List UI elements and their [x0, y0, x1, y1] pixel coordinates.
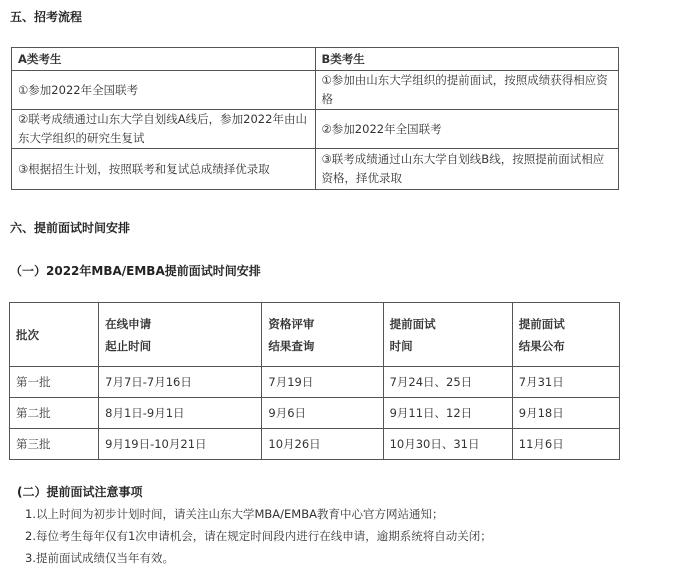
header-cell-application — [99, 303, 262, 367]
table-row — [12, 149, 619, 190]
header-line: 提前面试 — [518, 316, 565, 331]
table-cell: 9月19日-10月21日 — [99, 429, 262, 460]
table-cell: 11月6日 — [512, 429, 619, 460]
interview-schedule-table — [9, 302, 620, 460]
table-header-row — [10, 303, 620, 367]
section5-title: 五、招考流程 — [10, 10, 83, 24]
header-line: 在线申请 — [105, 316, 152, 331]
header-cell-batch — [10, 303, 99, 367]
table-cell: ③根据招生计划，按照联考和复试总成绩择优录取 — [12, 149, 316, 190]
table-cell: ②参加2022年全国联考 — [315, 110, 619, 149]
table-cell: 第三批 — [10, 429, 99, 460]
header-line: 结果查询 — [268, 338, 315, 353]
header-line: 起止时间 — [105, 338, 152, 353]
table-cell: 9月6日 — [262, 398, 383, 429]
table-cell: 第二批 — [10, 398, 99, 429]
table-cell: 9月11日、12日 — [383, 398, 512, 429]
admission-process-table — [11, 47, 619, 190]
table-cell: 7月19日 — [262, 367, 383, 398]
header-cell-a: A类考生 — [12, 48, 316, 71]
interview-notes-title: (二）提前面试注意事项 — [17, 485, 143, 499]
table-row — [10, 429, 620, 460]
interview-schedule-title: （一）2022年MBA/EMBA提前面试时间安排 — [10, 264, 261, 278]
header-line: 结果公布 — [518, 338, 565, 353]
table-cell: 7月7日-7月16日 — [99, 367, 262, 398]
note-item: 2.每位考生每年仅有1次申请机会，请在规定时间段内进行在线申请，逾期系统将自动关闭； — [25, 529, 492, 543]
table-cell: ①参加2022年全国联考 — [12, 71, 316, 110]
table-cell: ③联考成绩通过山东大学自划线B线，按照提前面试相应资格，择优录取 — [315, 149, 619, 190]
section6-title: 六、提前面试时间安排 — [10, 221, 131, 235]
table-row — [10, 398, 620, 429]
table-row — [12, 110, 619, 149]
table-row — [12, 71, 619, 110]
table-cell: ①参加由山东大学组织的提前面试，按照成绩获得相应资格 — [315, 71, 619, 110]
table-cell: 第一批 — [10, 367, 99, 398]
header-line: 提前面试 — [389, 316, 436, 331]
header-cell-interview-time — [383, 303, 512, 367]
table-cell: 8月1日-9月1日 — [99, 398, 262, 429]
table-cell: 7月24日、25日 — [383, 367, 512, 398]
table-cell: 7月31日 — [512, 367, 619, 398]
header-line: 批次 — [16, 327, 39, 342]
note-item: 3.提前面试成绩仅当年有效。 — [25, 551, 174, 565]
table-header-row — [12, 48, 619, 71]
header-cell-result — [512, 303, 619, 367]
table-cell: 9月18日 — [512, 398, 619, 429]
header-line: 时间 — [389, 338, 413, 353]
table-cell: ②联考成绩通过山东大学自划线A线后，参加2022年由山东大学组织的研究生复试 — [12, 110, 316, 149]
header-cell-review — [262, 303, 383, 367]
table-cell: 10月26日 — [262, 429, 383, 460]
table-row — [10, 367, 620, 398]
table-cell: 10月30日、31日 — [383, 429, 512, 460]
header-cell-b: B类考生 — [315, 48, 619, 71]
note-item: 1.以上时间为初步计划时间，请关注山东大学MBA/EMBA教育中心官方网站通知； — [25, 507, 444, 521]
header-line: 资格评审 — [268, 316, 315, 331]
